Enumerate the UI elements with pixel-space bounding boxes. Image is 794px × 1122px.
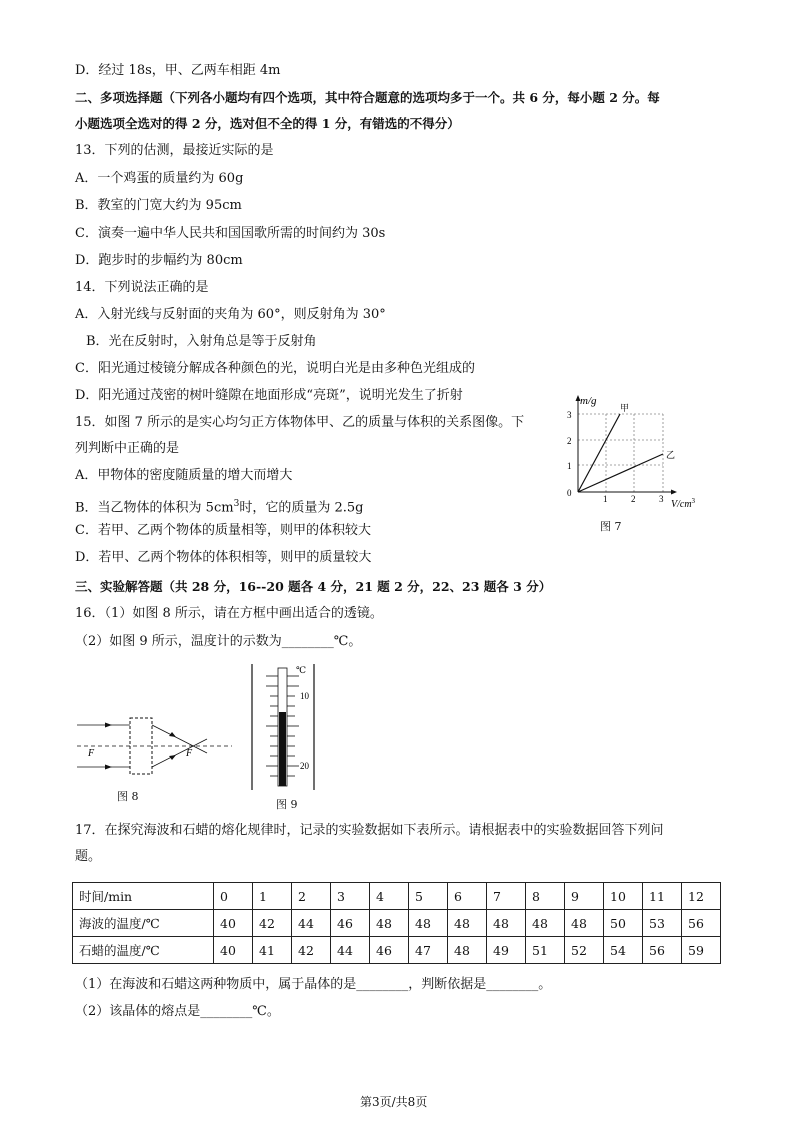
q13-option-b: B．教室的门宽大约为 95cm [75,198,242,213]
table-row [73,937,721,964]
focus-f-left: F [88,748,95,759]
axis-label-v: $V/cm^3$ [671,497,696,510]
table-cell: 48 [370,910,409,937]
table-cell: 5 [409,883,448,910]
q15-stem: 15．如图 7 所示的是实心均匀正方体物体甲、乙的质量与体积的关系图像。下 [75,415,525,430]
figure-8-caption: 图 8 [117,790,139,803]
melting-data-table [72,882,721,964]
q13-option-a: A．一个鸡蛋的质量约为 60g [75,171,244,186]
table-cell: 0 [214,883,253,910]
q14-stem: 14．下列说法正确的是 [75,280,209,295]
q14-option-a: A．入射光线与反射面的夹角为 60°，则反射角为 30° [75,307,386,322]
table-row [73,910,721,937]
q14-option-c: C．阳光通过棱镜分解成各种颜色的光，说明白光是由多种色光组成的 [75,361,475,376]
section3-heading: 三、实验解答题（共 28 分，16--20 题各 4 分，21 题 2 分，22、23 题各 3 分） [75,579,552,594]
table-cell: 12 [682,883,721,910]
table-cell: 10 [604,883,643,910]
q15-option-a: A．甲物体的密度随质量的增大而增大 [75,468,293,483]
q12-option-d: D．经过 18s，甲、乙两车相距 4m [75,63,281,78]
table-cell: 56 [682,910,721,937]
table-cell: 7 [487,883,526,910]
tick-label-20: 20 [300,761,309,771]
q17-part2: （2）该晶体的熔点是________℃。 [75,1004,280,1019]
table-cell: 48 [565,910,604,937]
label-yi: 乙 [666,451,676,461]
q17-stem-cont: 题。 [75,849,102,864]
q15-stem-cont: 列判断中正确的是 [75,441,180,456]
table-cell: 48 [409,910,448,937]
tick-x-1: 1 [603,494,608,504]
row-header: 海波的温度/℃ [73,910,214,937]
tick-y-2: 2 [567,436,572,446]
figure-7-caption: 图 7 [600,520,622,533]
table-cell: 40 [214,937,253,964]
q15-option-b: B．当乙物体的体积为 $5cm^3$时，它的质量为 2.5g [75,499,364,516]
table-cell: 41 [253,937,292,964]
table-cell: 53 [643,910,682,937]
table-cell: 44 [331,937,370,964]
figure-9-thermometer [248,662,328,792]
axis-label-m: m/g [580,395,597,407]
table-cell: 42 [253,910,292,937]
figure-8-lens-diagram [72,710,242,780]
table-cell: 48 [448,937,487,964]
tick-x-2: 2 [631,494,636,504]
q15-option-c: C．若甲、乙两个物体的质量相等，则甲的体积较大 [75,523,371,538]
q13-option-c: C．演奏一遍中华人民共和国国歌所需的时间约为 30s [75,226,386,241]
table-cell: 49 [487,937,526,964]
table-cell: 51 [526,937,565,964]
table-cell: 11 [643,883,682,910]
focus-f-right: F [186,748,193,759]
page-footer: 第3页/共8页 [360,1095,428,1109]
table-cell: 54 [604,937,643,964]
section2-heading-cont: 小题选项全选对的得 2 分，选对但不全的得 1 分，有错选的不得分） [75,116,460,131]
table-cell: 40 [214,910,253,937]
table-cell: 59 [682,937,721,964]
tick-x-3: 3 [659,494,664,504]
tick-y-3: 3 [567,410,572,420]
table-cell: 44 [292,910,331,937]
table-cell: 50 [604,910,643,937]
table-cell: 9 [565,883,604,910]
table-cell: 48 [487,910,526,937]
q15-option-d: D．若甲、乙两个物体的体积相等，则甲的质量较大 [75,550,372,565]
tick-label-10: 10 [300,691,309,701]
table-cell: 46 [370,937,409,964]
table-cell: 47 [409,937,448,964]
figure-7-graph [556,392,716,512]
table-cell: 6 [448,883,487,910]
tick-origin: 0 [567,488,572,498]
table-cell: 1 [253,883,292,910]
table-cell: 3 [331,883,370,910]
q16-part1: 16．（1）如图 8 所示，请在方框中画出适合的透镜。 [75,606,383,621]
table-cell: 48 [526,910,565,937]
tick-y-1: 1 [567,461,572,471]
q13-stem: 13．下列的估测，最接近实际的是 [75,143,274,158]
table-row [73,883,721,910]
q17-stem: 17．在探究海波和石蜡的熔化规律时，记录的实验数据如下表所示。请根据表中的实验数据回答下列问 [75,823,664,838]
figure-9-caption: 图 9 [276,798,298,811]
q16-part2: （2）如图 9 所示，温度计的示数为________℃。 [75,634,362,649]
table-cell: 46 [331,910,370,937]
table-cell: 42 [292,937,331,964]
table-cell: 4 [370,883,409,910]
line-yi [578,454,663,492]
row-header: 石蜡的温度/℃ [73,937,214,964]
table-cell: 52 [565,937,604,964]
q17-part1: （1）在海波和石蜡这两种物质中，属于晶体的是________，判断依据是________。 [75,977,552,992]
mercury-column [279,712,286,786]
line-jia [578,414,620,492]
table-cell: 2 [292,883,331,910]
q14-option-b: B．光在反射时，入射角总是等于反射角 [86,334,317,349]
table-cell: 56 [643,937,682,964]
q13-option-d: D．跑步时的步幅约为 80cm [75,253,243,268]
section2-heading: 二、多项选择题（下列各小题均有四个选项，其中符合题意的选项均多于一个。共 6 分，每小题 2 分。每 [75,90,660,105]
thermometer-unit: ℃ [296,666,307,676]
q14-option-d: D．阳光通过茂密的树叶缝隙在地面形成“亮斑”，说明光发生了折射 [75,388,463,403]
table-cell: 8 [526,883,565,910]
label-jia: 甲 [620,404,630,414]
table-cell: 48 [448,910,487,937]
row-header: 时间/min [73,883,214,910]
